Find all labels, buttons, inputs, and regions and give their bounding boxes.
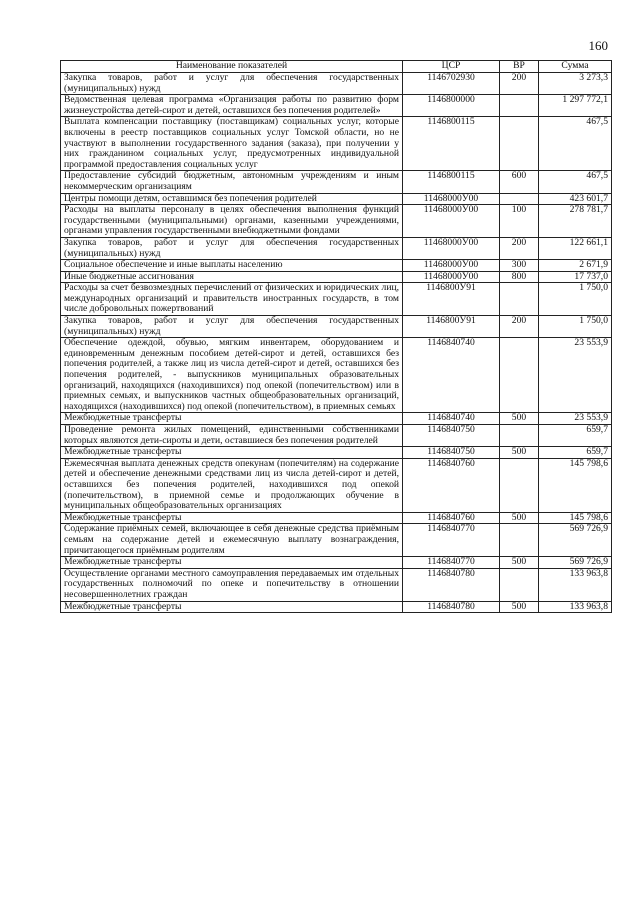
row-csr-cell: 1146800У91: [403, 316, 500, 338]
row-sum-cell: 1 750,0: [539, 283, 612, 316]
row-sum-cell: 23 553,9: [539, 413, 612, 425]
row-name-cell: Межбюджетные трансферты: [61, 601, 403, 613]
row-vr-cell: [500, 193, 539, 205]
row-sum-cell: 23 553,9: [539, 338, 612, 413]
header-name: Наименование показателей: [61, 61, 403, 73]
table-header-row: [61, 61, 612, 73]
row-sum-cell: 17 737,0: [539, 271, 612, 283]
row-name-cell: Осуществление органами местного самоуправления передаваемых им отдельных государственных полномочий по опеке и попечительству в отношении несовершеннолетних граждан: [61, 568, 403, 601]
table-row: [61, 117, 612, 171]
row-sum-cell: 278 781,7: [539, 205, 612, 238]
header-csr: ЦСР: [403, 61, 500, 73]
row-csr-cell: 1146840780: [403, 601, 500, 613]
row-sum-cell: 1 297 772,1: [539, 95, 612, 117]
row-vr-cell: [500, 283, 539, 316]
row-vr-cell: 500: [500, 601, 539, 613]
budget-table: [60, 60, 612, 613]
row-name-cell: Содержание приёмных семей, включающее в себя денежные средства приёмным семьям на содержание детей и ежемесячную выплату вознаграждения, причитающегося приёмным родителям: [61, 524, 403, 557]
table-row: [61, 237, 612, 259]
row-vr-cell: [500, 117, 539, 171]
table-row: [61, 413, 612, 425]
row-name-cell: Расходы за счет безвозмездных перечислений от физических и юридических лиц, международных организаций и правительств иностранных государств, в том числе добровольных пожертвований: [61, 283, 403, 316]
row-vr-cell: [500, 338, 539, 413]
row-name-cell: Межбюджетные трансферты: [61, 447, 403, 459]
row-vr-cell: [500, 425, 539, 447]
row-sum-cell: 2 671,9: [539, 260, 612, 272]
row-csr-cell: 1146840770: [403, 557, 500, 569]
row-csr-cell: 1146840740: [403, 413, 500, 425]
page-number: 160: [588, 38, 608, 53]
table-row: [61, 260, 612, 272]
row-sum-cell: 569 726,9: [539, 524, 612, 557]
row-sum-cell: 659,7: [539, 425, 612, 447]
row-vr-cell: [500, 458, 539, 512]
row-vr-cell: [500, 524, 539, 557]
row-vr-cell: 200: [500, 316, 539, 338]
row-sum-cell: 145 798,6: [539, 458, 612, 512]
table-row: [61, 447, 612, 459]
row-sum-cell: 1 750,0: [539, 316, 612, 338]
row-csr-cell: 11468000У00: [403, 271, 500, 283]
row-sum-cell: 467,5: [539, 117, 612, 171]
table-row: [61, 512, 612, 524]
row-csr-cell: 11468000У00: [403, 205, 500, 238]
table-row: [61, 283, 612, 316]
row-name-cell: Закупка товаров, работ и услуг для обеспечения государственных (муниципальных) нужд: [61, 73, 403, 95]
table-row: [61, 338, 612, 413]
row-csr-cell: 1146800115: [403, 171, 500, 193]
table-row: [61, 557, 612, 569]
row-name-cell: Закупка товаров, работ и услуг для обеспечения государственных (муниципальных) нужд: [61, 316, 403, 338]
row-csr-cell: 1146800115: [403, 117, 500, 171]
row-sum-cell: 122 661,1: [539, 237, 612, 259]
row-vr-cell: 500: [500, 557, 539, 569]
row-name-cell: Иные бюджетные ассигнования: [61, 271, 403, 283]
table-row: [61, 524, 612, 557]
row-name-cell: Межбюджетные трансферты: [61, 413, 403, 425]
row-name-cell: Выплата компенсации поставщику (поставщикам) социальных услуг, которые включены в реестр поставщиков социальных услуг Томской области, но не участвуют в выполнении государственного задания (заказа), при получении у них гражданином социальных услуг, предусмотренных индивидуальной программой предоставления социальных услуг: [61, 117, 403, 171]
table-row: [61, 601, 612, 613]
table-row: [61, 73, 612, 95]
row-vr-cell: 200: [500, 237, 539, 259]
row-csr-cell: 1146840750: [403, 447, 500, 459]
row-csr-cell: 11468000У00: [403, 260, 500, 272]
row-sum-cell: 133 963,8: [539, 568, 612, 601]
row-name-cell: Обеспечение одеждой, обувью, мягким инвентарем, оборудованием и единовременным денежным пособием детей-сирот и детей, оставшихся без попечения родителей, а также лиц из числа детей-сирот и детей, оставшихся без попечения родителей, - выпускников муниципальных образовательных организаций, находящихся (находившихся) под опекой (попечительством) или в приемных семьях, и выпускников частных общеобразовательных организаций, находящихся (находившихся) под опекой (попечительством), в приемных семьях: [61, 338, 403, 413]
table-row: [61, 458, 612, 512]
row-name-cell: Центры помощи детям, оставшимся без попечения родителей: [61, 193, 403, 205]
row-vr-cell: 300: [500, 260, 539, 272]
row-csr-cell: 1146800У91: [403, 283, 500, 316]
header-sum: Сумма: [539, 61, 612, 73]
row-sum-cell: 133 963,8: [539, 601, 612, 613]
row-name-cell: Предоставление субсидий бюджетным, автономным учреждениям и иным некоммерческим организациям: [61, 171, 403, 193]
row-vr-cell: 500: [500, 447, 539, 459]
row-vr-cell: 800: [500, 271, 539, 283]
row-name-cell: Закупка товаров, работ и услуг для обеспечения государственных (муниципальных) нужд: [61, 237, 403, 259]
row-name-cell: Расходы на выплаты персоналу в целях обеспечения выполнения функций государственными (муниципальными) органами, казенными учреждениями, органами управления государственными внебюджетными фондами: [61, 205, 403, 238]
row-name-cell: Социальное обеспечение и иные выплаты населению: [61, 260, 403, 272]
row-vr-cell: 100: [500, 205, 539, 238]
row-csr-cell: 1146840750: [403, 425, 500, 447]
row-csr-cell: 1146702930: [403, 73, 500, 95]
row-sum-cell: 3 273,3: [539, 73, 612, 95]
row-sum-cell: 467,5: [539, 171, 612, 193]
table-row: [61, 568, 612, 601]
table-row: [61, 193, 612, 205]
row-csr-cell: 1146840760: [403, 512, 500, 524]
row-vr-cell: 600: [500, 171, 539, 193]
row-csr-cell: 1146840740: [403, 338, 500, 413]
row-sum-cell: 423 601,7: [539, 193, 612, 205]
row-sum-cell: 569 726,9: [539, 557, 612, 569]
row-name-cell: Ведомственная целевая программа «Организация работы по развитию форм жизнеустройства детей-сирот и детей, оставшихся без попечения родителей»: [61, 95, 403, 117]
row-csr-cell: 11468000У00: [403, 237, 500, 259]
table-row: [61, 316, 612, 338]
row-name-cell: Межбюджетные трансферты: [61, 512, 403, 524]
table-row: [61, 425, 612, 447]
row-vr-cell: 500: [500, 413, 539, 425]
table-row: [61, 205, 612, 238]
row-vr-cell: 500: [500, 512, 539, 524]
table-row: [61, 171, 612, 193]
row-csr-cell: 11468000У00: [403, 193, 500, 205]
table-row: [61, 95, 612, 117]
table-row: [61, 271, 612, 283]
row-vr-cell: 200: [500, 73, 539, 95]
header-vr: ВР: [500, 61, 539, 73]
row-vr-cell: [500, 95, 539, 117]
row-csr-cell: 1146840770: [403, 524, 500, 557]
row-name-cell: Проведение ремонта жилых помещений, единственными собственниками которых являются дети-сироты и дети, оставшиеся без попечения родителей: [61, 425, 403, 447]
row-name-cell: Ежемесячная выплата денежных средств опекунам (попечителям) на содержание детей и обеспечение денежными средствами лиц из числа детей-сирот и детей, оставшихся без попечения родителей, находившихся под опекой (попечительством), в приемной семье и продолжающих обучение в муниципальных общеобразовательных организациях: [61, 458, 403, 512]
row-name-cell: Межбюджетные трансферты: [61, 557, 403, 569]
row-csr-cell: 1146840760: [403, 458, 500, 512]
row-sum-cell: 659,7: [539, 447, 612, 459]
row-vr-cell: [500, 568, 539, 601]
row-csr-cell: 1146800000: [403, 95, 500, 117]
row-sum-cell: 145 798,6: [539, 512, 612, 524]
row-csr-cell: 1146840780: [403, 568, 500, 601]
